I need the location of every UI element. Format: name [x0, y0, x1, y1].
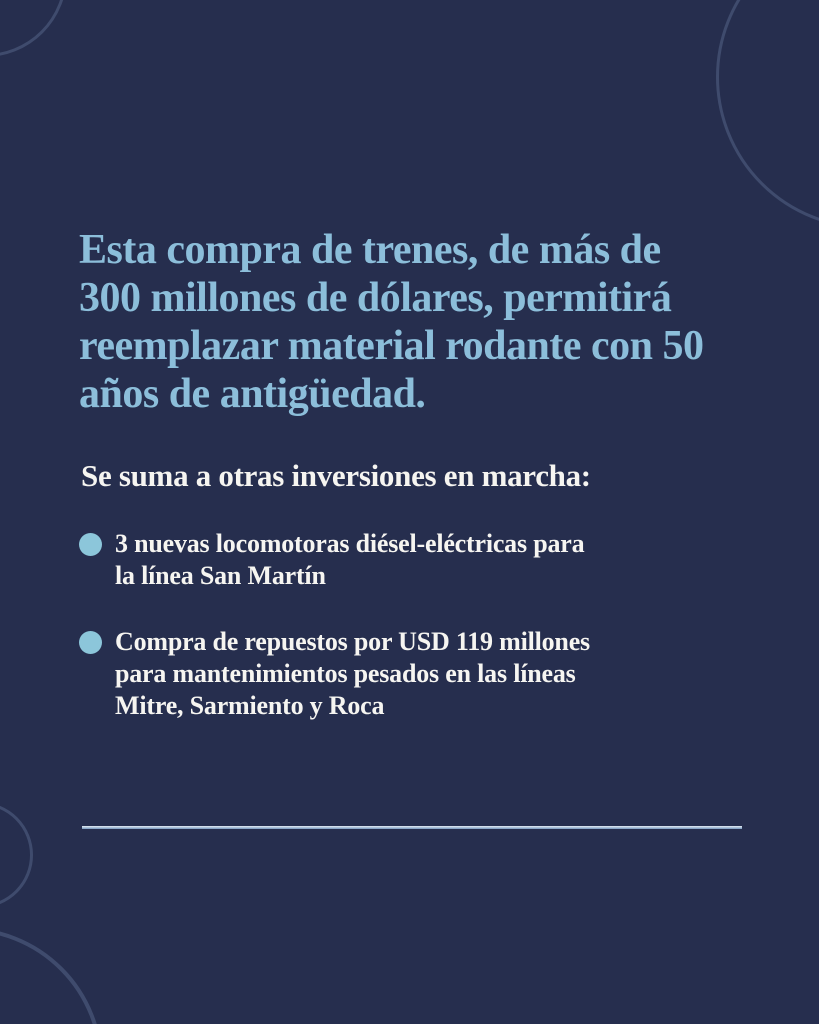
bullet-2-line-1: Compra de repuestos por USD 119 millones: [115, 627, 590, 656]
bullet-2-line-2: para mantenimientos pesados en las líneas: [115, 659, 576, 688]
headline-line-2: 300 millones de dólares, permitirá: [79, 275, 672, 321]
list-item: [79, 528, 739, 592]
subheadline: Se suma a otras inversiones en marcha:: [81, 458, 591, 493]
bullet-2-line-3: Mitre, Sarmiento y Roca: [115, 691, 385, 720]
decorative-circle-bottom-left-icon: [0, 927, 103, 1024]
divider-line: [82, 826, 742, 829]
decorative-circle-top-right-icon: [716, 0, 819, 229]
bullet-1-line-2: la línea San Martín: [115, 561, 326, 590]
bullet-list: [79, 528, 739, 756]
bullet-dot-icon: [79, 533, 102, 556]
decorative-circle-top-left-icon: [0, 0, 67, 57]
bullet-dot-icon: [79, 631, 102, 654]
list-item: [79, 626, 739, 722]
headline: [79, 226, 769, 418]
headline-line-1: Esta compra de trenes, de más de: [79, 227, 661, 273]
headline-line-4: años de antigüedad.: [79, 371, 426, 417]
bullet-text-2: [115, 626, 590, 722]
headline-line-3: reemplazar material rodante con 50: [79, 323, 704, 369]
decorative-circle-mid-left-icon: [0, 802, 33, 908]
bullet-text-1: [115, 528, 584, 592]
bullet-1-line-1: 3 nuevas locomotoras diésel-eléctricas para: [115, 529, 585, 558]
